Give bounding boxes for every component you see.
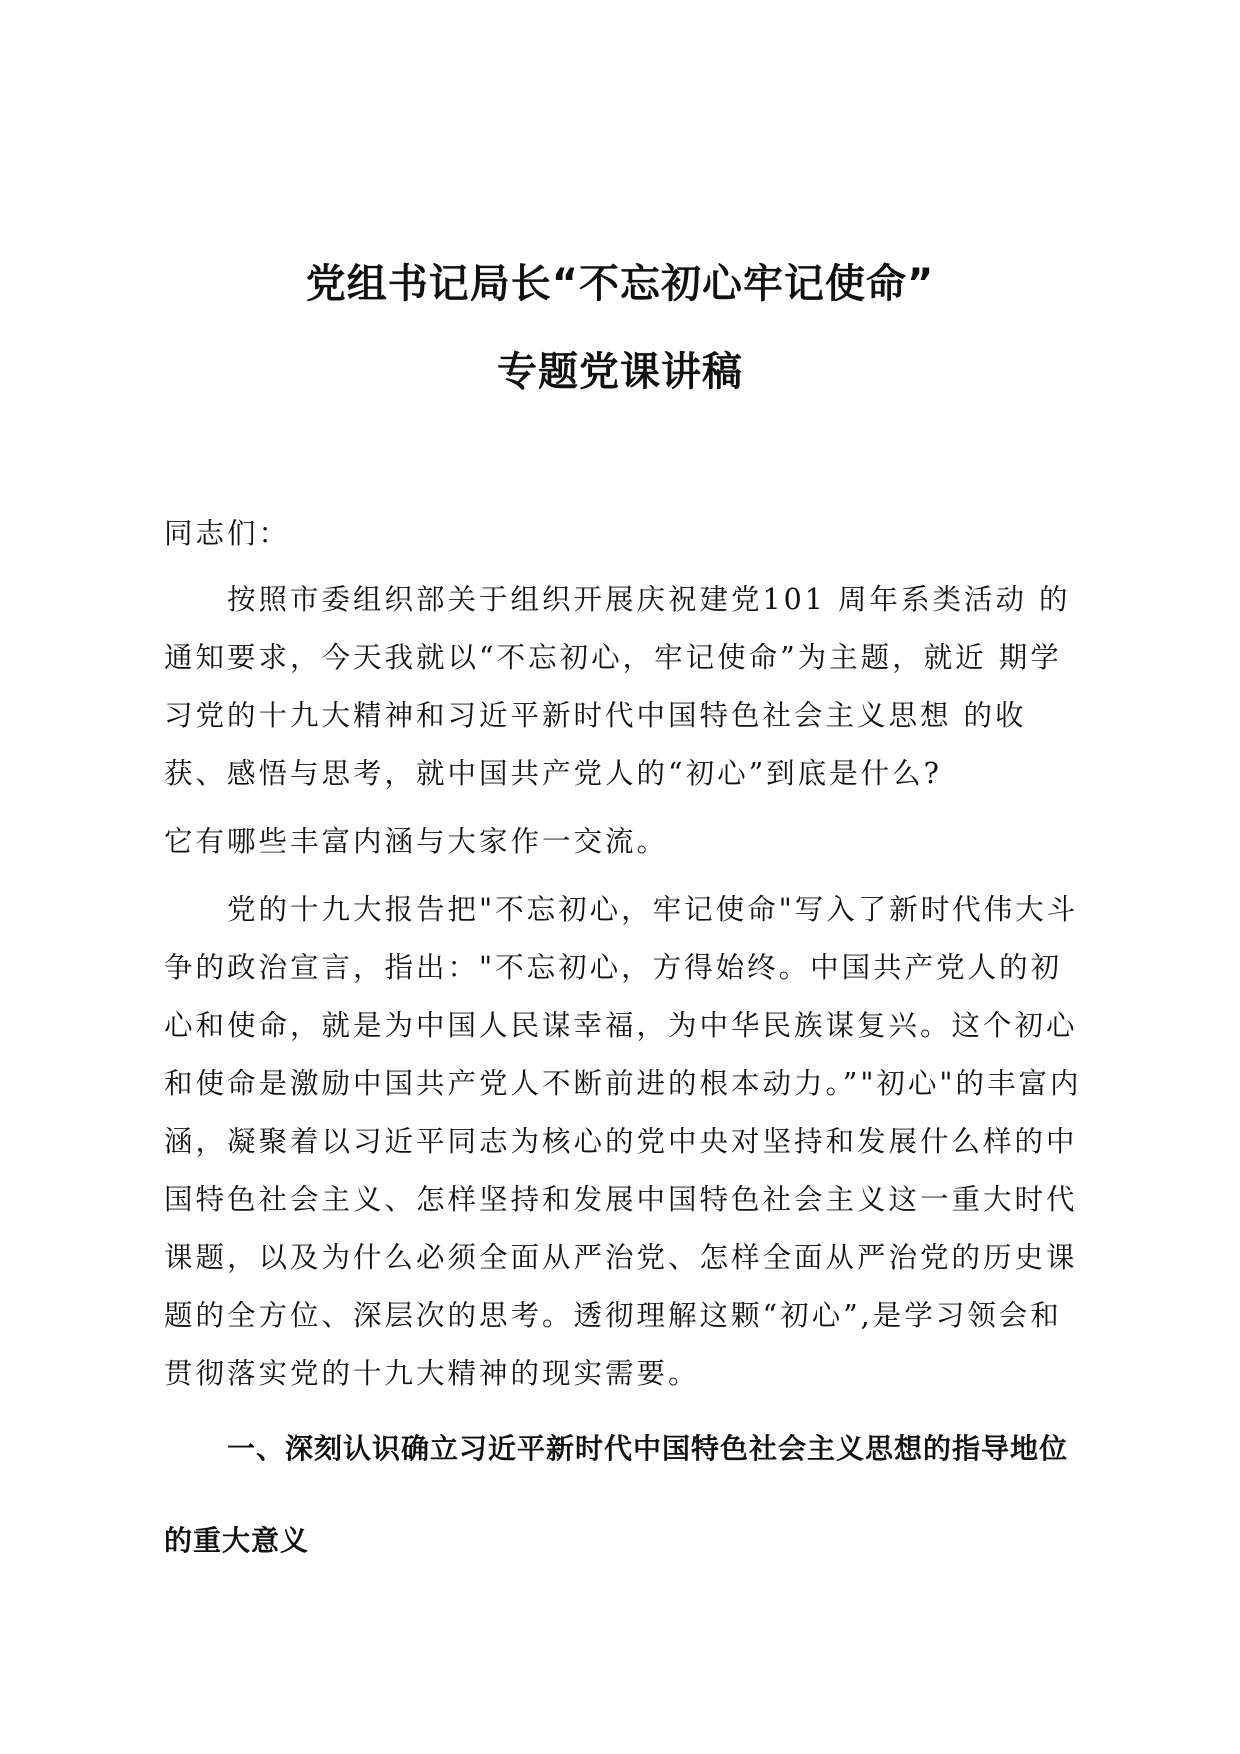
section-heading-1: 一、深刻认识确立习近平新时代中国特色社会主义思想的指导地位的重大意义 — [164, 1432, 1069, 1557]
document-title — [0, 240, 1240, 416]
document-body — [164, 505, 1084, 1587]
paragraph-main: 党的十九大报告把"不忘初心，牢记使命"写入了新时代伟大斗争的政治宣言，指出："不忘初心，方得始终。中国共产党人的初心和使命，就是为中国人民谋幸福，为中华民族谋复兴。这个初心和使命是激励中国共产党人不断前进的根本动力。”"初心"的丰富内涵，凝聚着以习近平同志为核心的党中央对坚持和发展什么样的中国特色社会主义、怎样坚持和发展中国特色社会主义这一重大时代课题，以及为什么必须全面从严治党、怎样全面从严治党的历史课题的全方位、深层次的思考。透彻理解这颗“初心”,是学习领会和贯彻落实党的十九大精神的现实需要。 — [164, 893, 1082, 1390]
salutation: 同志们： — [164, 517, 291, 550]
title-line-1: 党组书记局长“不忘初心牢记使命” — [305, 261, 935, 307]
title-line-2: 专题党课讲稿 — [497, 349, 743, 395]
paragraph-continuation: 它有哪些丰富内涵与大家作一交流。 — [164, 825, 669, 858]
paragraph-intro: 按照市委组织部关于组织开展庆祝建党101 周年系类活动 的通知要求，今天我就以“不忘初心，牢记使命”为主题，就近 期学习党的十九大精神和习近平新时代中国特色社会主义思想 的收获、感悟与思考，就中国共产党人的“初心”到底是什么? — [164, 583, 1071, 790]
